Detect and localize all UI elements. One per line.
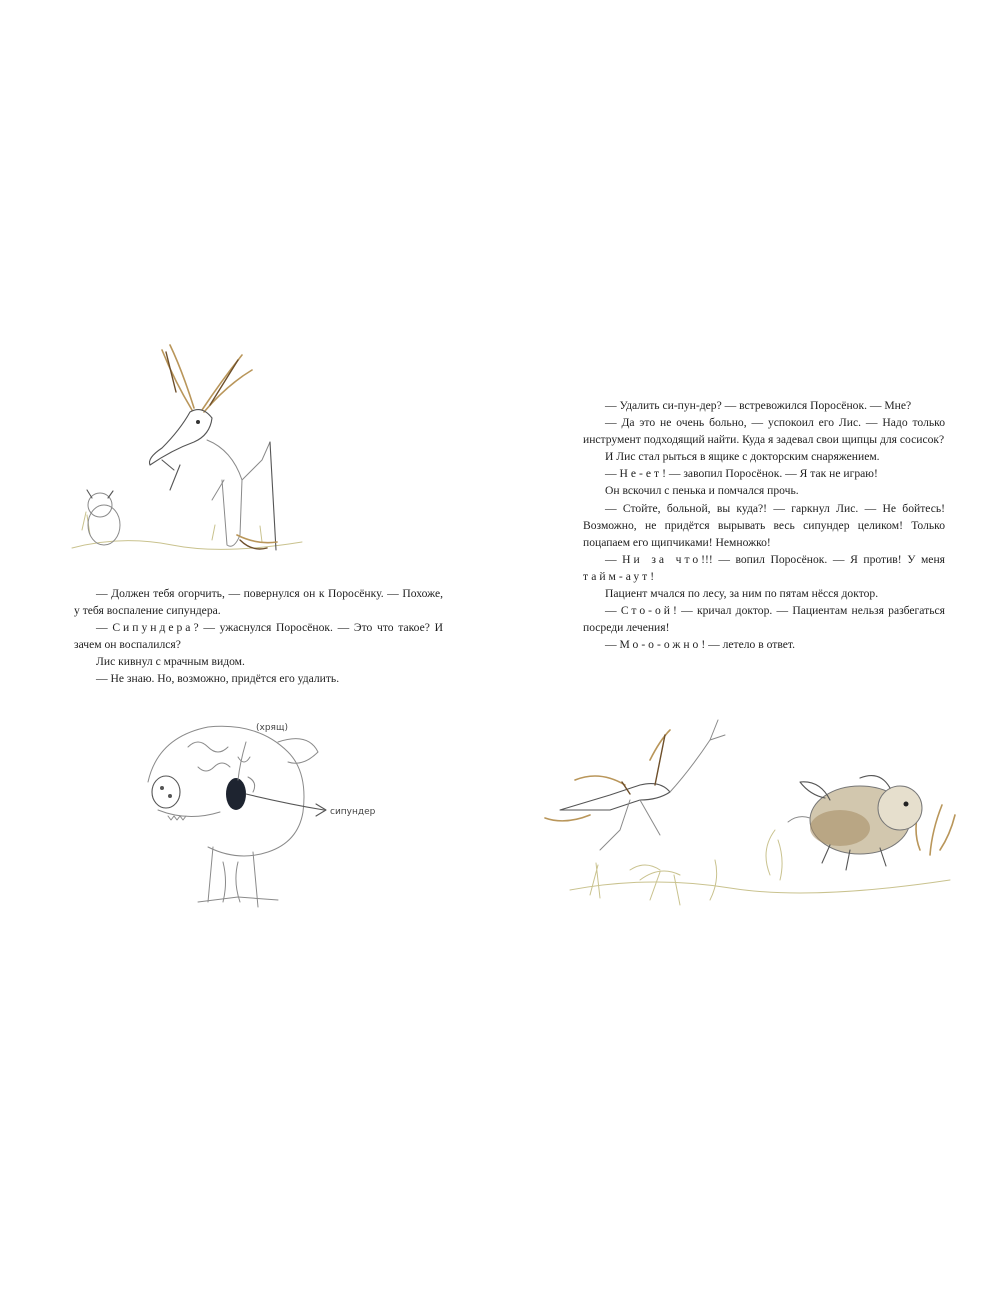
paragraph: Пациент мчался по лесу, за ним по пятам нёсся доктор. <box>605 587 879 601</box>
anatomy-diagram-illustration <box>128 712 428 912</box>
right-page-text <box>583 397 945 653</box>
spaced-word: Не-ет <box>619 467 663 481</box>
spaced-word: Мо-о-ожно <box>619 638 702 652</box>
left-page-text <box>74 585 443 688</box>
spaced-word: тайм-аут <box>583 569 651 583</box>
paragraph: — Ни за что!!! — вопил Поросёнок. — Я против! У меня тайм-аут! <box>583 552 945 583</box>
paragraph-rest: ! <box>650 569 655 583</box>
paragraph-rest: ? — ужаснулся Поросёнок. — Это что такое? И зачем он воспалился? <box>74 621 443 652</box>
diagram-label-arrow: сипундер <box>330 807 376 817</box>
spaced-word: Сипундера <box>112 621 194 635</box>
fox-doctor-illustration <box>62 330 322 560</box>
paragraph: — Да это не очень больно, — успокоил его Лис. — Надо только инструмент подходящий найти. Куда я задевал свои щипцы для сосисок? <box>583 416 945 447</box>
spaced-word: Ни за что <box>622 552 702 566</box>
paragraph: Он вскочил с пенька и помчался прочь. <box>605 484 799 498</box>
paragraph: — Сипундера? — ужаснулся Поросёнок. — Это что такое? И зачем он воспалился? <box>74 621 443 652</box>
paragraph-rest: ! — кричал доктор. — Пациентам нельзя разбегаться посреди лечения! <box>583 604 945 635</box>
paragraph: Лис кивнул с мрачным видом. <box>96 655 245 669</box>
paragraph: — Не знаю. Но, возможно, придётся его удалить. <box>96 672 340 686</box>
paragraph: — Должен тебя огорчить, — повернулся он к Поросёнку. — Похоже, у тебя воспаление сипундера. <box>74 587 443 618</box>
chase-scene-illustration <box>530 700 970 930</box>
paragraph: И Лис стал рыться в ящике с докторским снаряжением. <box>605 450 880 464</box>
paragraph-rest: ! — завопил Поросёнок. — Я так не играю! <box>662 467 878 481</box>
paragraph: — Удалить си-пун-дер? — встревожился Поросёнок. — Мне? <box>605 399 912 412</box>
paragraph: — Не-ет! — завопил Поросёнок. — Я так не играю! <box>605 467 878 481</box>
paragraph-rest: !!! — вопил Поросёнок. — Я против! У меня <box>701 552 945 566</box>
spaced-word: Сто-ой <box>620 604 673 618</box>
paragraph: — Сто-ой! — кричал доктор. — Пациентам нельзя разбегаться посреди лечения! <box>583 604 945 635</box>
paragraph-rest: ! — летело в ответ. <box>701 638 795 652</box>
paragraph: — Мо-о-ожно! — летело в ответ. <box>605 638 795 652</box>
diagram-label-top: (хрящ) <box>256 723 288 733</box>
paragraph: — Стойте, больной, вы куда?! — гаркнул Лис. — Не бойтесь! Возможно, не придётся вырывать весь сипундер целиком! Только поцапаем его щипчиками! Немножко! <box>583 501 945 549</box>
